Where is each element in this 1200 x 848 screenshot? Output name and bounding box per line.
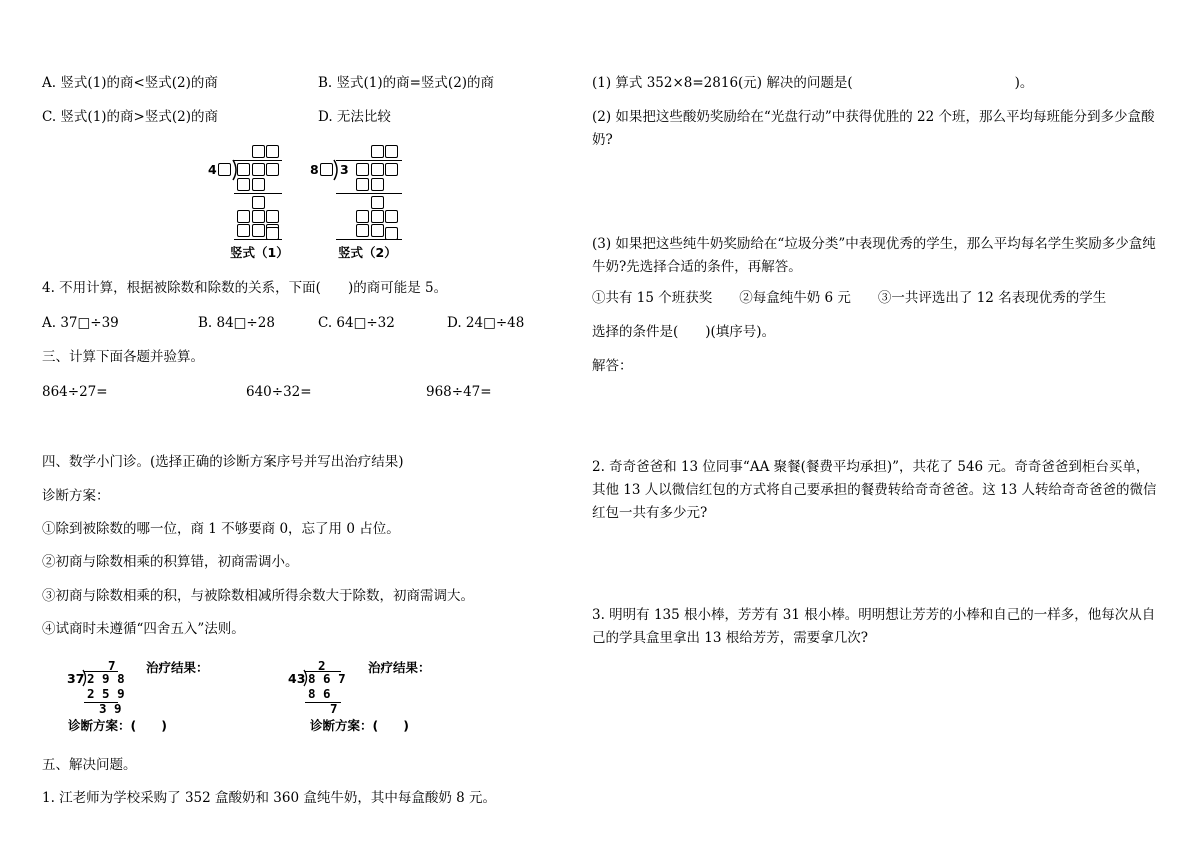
case2-quotient: 2 bbox=[318, 658, 326, 673]
section5-problem-1: 1. 江老师为学校采购了 352 盒酸奶和 360 盒纯牛奶，其中每盒酸奶 8 元。 bbox=[42, 790, 497, 806]
case1-quotient: 7 bbox=[108, 658, 116, 673]
option-b: B. 竖式(1)的商=竖式(2)的商 bbox=[318, 75, 495, 91]
case1-divisor: 37 bbox=[67, 671, 85, 686]
r-problem-3: 3. 明明有 135 根小棒，芳芳有 31 根小棒。明明想让芳芳的小棒和自己的一样多，他每次从自己的学具盒里拿出 13 根给芳芳，需要拿几次? bbox=[592, 607, 1156, 646]
fig2-first-digit: 3 bbox=[340, 162, 349, 177]
fig2-r6 bbox=[371, 224, 384, 237]
case1-remainder: 3 9 bbox=[99, 701, 122, 716]
calc-problem-2: 640÷32= bbox=[246, 384, 312, 400]
calc-problem-1: 864÷27= bbox=[42, 384, 108, 400]
case1-dividend: 2 9 8 bbox=[87, 671, 125, 686]
section5-title: 五、解决问题。 bbox=[42, 757, 137, 773]
fig1-divisor: 4 bbox=[208, 162, 217, 177]
r-choose: 选择的条件是( )(填序号)。 bbox=[592, 324, 776, 340]
fig2-line1 bbox=[336, 193, 402, 194]
fig1-d1 bbox=[237, 163, 250, 176]
fig1-r6 bbox=[252, 224, 265, 237]
fig1-r2 bbox=[237, 210, 250, 223]
fig1-r1 bbox=[252, 196, 265, 209]
option-c: C. 竖式(1)的商>竖式(2)的商 bbox=[42, 109, 218, 125]
fig1-d3 bbox=[266, 163, 279, 176]
q4-option-c: C. 64□÷32 bbox=[318, 315, 395, 331]
fig1-r5 bbox=[237, 224, 250, 237]
fig2-d4 bbox=[385, 163, 398, 176]
section3-title: 三、计算下面各题并验算。 bbox=[42, 349, 204, 365]
fig1-r3 bbox=[252, 210, 265, 223]
section4-title: 四、数学小门诊。(选择正确的诊断方案序号并写出治疗结果) bbox=[42, 454, 404, 470]
fig1-q2 bbox=[266, 145, 279, 158]
fig1-p1 bbox=[237, 178, 250, 191]
diagnosis-item-4: ④试商时未遵循“四舍五入”法则。 bbox=[42, 621, 245, 637]
fig2-q1 bbox=[371, 145, 384, 158]
q4-option-a: A. 37□÷39 bbox=[42, 315, 119, 331]
r-question-3: (3) 如果把这些纯牛奶奖励给在“垃圾分类”中表现优秀的学生，那么平均每名学生奖励多少盒纯牛奶?先选择合适的条件，再解答。 bbox=[592, 236, 1156, 275]
fig1-rem bbox=[266, 227, 279, 240]
diagnosis-item-3: ③初商与除数相乘的积，与被除数相减所得余数大于除数，初商需调大。 bbox=[42, 588, 474, 604]
r-question-2: (2) 如果把这些酸奶奖励给在“光盘行动”中获得优胜的 22 个班，那么平均每班能分到多少盒酸奶? bbox=[592, 109, 1155, 148]
fig2-d2 bbox=[356, 163, 369, 176]
fig2-r5 bbox=[356, 224, 369, 237]
fig2-r2 bbox=[356, 210, 369, 223]
case1-result-label: 治疗结果： bbox=[146, 660, 209, 675]
option-d: D. 无法比较 bbox=[318, 109, 391, 125]
fig1-p2 bbox=[252, 178, 265, 191]
diagnosis-item-1: ①除到被除数的哪一位，商 1 不够要商 0，忘了用 0 占位。 bbox=[42, 521, 400, 537]
q4-option-d: D. 24□÷48 bbox=[447, 315, 525, 331]
diagnosis-item-2: ②初商与除数相乘的积算错，初商需调小。 bbox=[42, 554, 299, 570]
case1-plan-label: 诊断方案：( ) bbox=[68, 718, 167, 733]
fig2-p1 bbox=[356, 178, 369, 191]
option-a: A. 竖式(1)的商<竖式(2)的商 bbox=[42, 75, 218, 91]
fig2-q2 bbox=[385, 145, 398, 158]
r-answer-label: 解答： bbox=[592, 358, 633, 374]
fig1-vinculum bbox=[234, 160, 282, 161]
fig2-r1 bbox=[371, 196, 384, 209]
section4-subtitle: 诊断方案： bbox=[42, 488, 110, 504]
case2-plan-label: 诊断方案：( ) bbox=[310, 718, 409, 733]
fig1-q1 bbox=[252, 145, 265, 158]
fig2-r3 bbox=[371, 210, 384, 223]
fig1-r4 bbox=[266, 210, 279, 223]
r-question-1: (1) 算式 352×8=2816(元) 解决的问题是( )。 bbox=[592, 75, 1034, 91]
case2-remainder: 7 bbox=[330, 701, 338, 716]
q4-stem: 4. 不用计算，根据被除数和除数的关系，下面( )的商可能是 5。 bbox=[42, 280, 448, 296]
r-problem-2: 2. 奇奇爸爸和 13 位同事“AA 聚餐(餐费平均承担)”，共花了 546 元。奇奇爸爸到柜台买单，其他 13 人以微信红包的方式将自己要承担的餐费转给奇奇爸爸。这 13 人转给奇奇爸爸的微信红包一共有多少元? bbox=[592, 459, 1157, 521]
fig2-divisor-box bbox=[320, 163, 333, 176]
fig2-r4 bbox=[385, 210, 398, 223]
case2-result-label: 治疗结果： bbox=[368, 660, 431, 675]
case2-divisor: 43 bbox=[288, 671, 306, 686]
r-conditions: ①共有 15 个班获奖 ②每盒纯牛奶 6 元 ③一共评选出了 12 名表现优秀的学生 bbox=[592, 290, 1107, 306]
case2-product: 8 6 bbox=[308, 686, 331, 701]
calc-problem-3: 968÷47= bbox=[426, 384, 492, 400]
fig2-d3 bbox=[371, 163, 384, 176]
case1-product: 2 5 9 bbox=[87, 686, 125, 701]
fig1-label: 竖式（1） bbox=[230, 245, 289, 260]
fig1-d2 bbox=[252, 163, 265, 176]
fig2-divisor: 8 bbox=[310, 162, 319, 177]
fig2-p2 bbox=[371, 178, 384, 191]
case2-dividend: 8 6 7 bbox=[308, 671, 346, 686]
fig1-line1 bbox=[234, 193, 282, 194]
fig1-divisor-box bbox=[218, 163, 231, 176]
fig2-rem bbox=[385, 227, 398, 240]
q4-option-b: B. 84□÷28 bbox=[198, 315, 275, 331]
fig2-label: 竖式（2） bbox=[338, 245, 397, 260]
